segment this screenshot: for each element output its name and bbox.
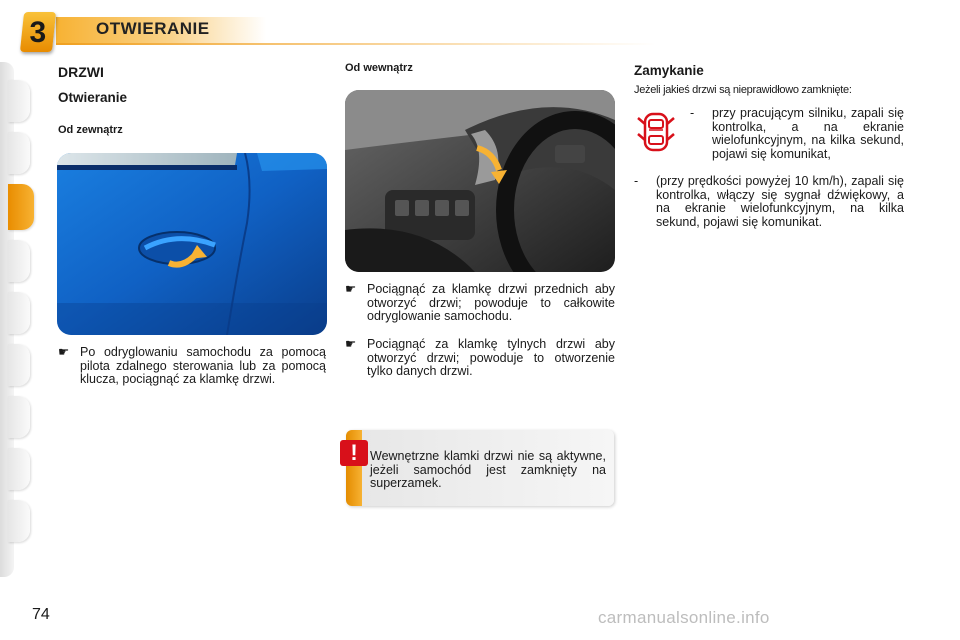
- header-underline: [56, 43, 656, 45]
- door-outside-photo: [57, 153, 327, 335]
- chapter-tab-2[interactable]: [8, 132, 30, 174]
- chapter-tab-7[interactable]: [8, 396, 30, 438]
- pointing-hand-icon: ☛: [345, 282, 357, 296]
- chapter-tab-4[interactable]: [8, 240, 30, 282]
- inside-instruction-front: [345, 283, 615, 324]
- closing-intro: Jeżeli jakieś drzwi są nieprawidłowo zamknięte:: [634, 84, 852, 96]
- closing-heading: Zamykanie: [634, 63, 704, 78]
- page-title: OTWIERANIE: [96, 19, 210, 38]
- section-subtitle: Otwieranie: [58, 90, 128, 105]
- inside-heading: Od wewnątrz: [345, 62, 413, 74]
- section-title: DRZWI: [58, 64, 104, 80]
- outside-text: Po odryglowaniu samochodu za pomocą pilota zdalnego sterowania lub za pomocą klucza, pociągnąć za klamkę drzwi.: [80, 345, 326, 386]
- page-number: 74: [32, 606, 50, 623]
- closing-item-speed: [634, 175, 904, 229]
- chapter-tab-8[interactable]: [8, 448, 30, 490]
- inside-instruction-rear: [345, 338, 615, 379]
- dash-mark: -: [690, 106, 695, 120]
- closing-item-engine-text: przy pracującym silniku, zapali się kontrolka, a na ekranie wielofunkcyjnym, na kilka sekund, pojawi się komunikat,: [712, 106, 904, 161]
- door-inside-photo: [345, 90, 615, 272]
- chapter-tab-1[interactable]: [8, 80, 30, 122]
- closing-item-speed-text: (przy prędkości powyżej 10 km/h), zapali się kontrolka, włączy się sygnał dźwiękowy, a na ekranie wielofunkcyjnym, na kilka sekund, pojawi się komunikat.: [656, 174, 904, 229]
- outside-heading: Od zewnątrz: [58, 124, 123, 136]
- pointing-hand-icon: ☛: [345, 337, 357, 351]
- door-inside-illustration: [345, 90, 615, 272]
- chapter-tab-3-active[interactable]: [8, 184, 34, 230]
- inside-text-rear: Pociągnąć za klamkę tylnych drzwi aby otworzyć drzwi; powoduje to otworzenie tylko danych drzwi.: [367, 337, 615, 378]
- chapter-tab-strip: [0, 62, 36, 577]
- inside-text-front: Pociągnąć za klamkę drzwi przednich aby otworzyć drzwi; powoduje to całkowite odryglowanie samochodu.: [367, 282, 615, 323]
- door-outside-illustration: [57, 153, 327, 335]
- outside-instruction: [58, 346, 326, 387]
- chapter-number: 3: [29, 16, 47, 49]
- pointing-hand-icon: ☛: [58, 345, 70, 359]
- chapter-tab-5[interactable]: [8, 292, 30, 334]
- watermark: carmanualsonline.info: [598, 608, 770, 627]
- closing-item-engine: [690, 107, 904, 161]
- chapter-badge: [20, 12, 56, 52]
- dash-mark: -: [634, 174, 639, 188]
- warning-exclamation-icon: !: [340, 440, 368, 466]
- chapter-tab-9[interactable]: [8, 500, 30, 542]
- door-open-indicator-icon: [636, 110, 676, 154]
- chapter-tab-6[interactable]: [8, 344, 30, 386]
- warning-text: Wewnętrzne klamki drzwi nie są aktywne, jeżeli samochód jest zamknięty na superzamek.: [370, 449, 606, 490]
